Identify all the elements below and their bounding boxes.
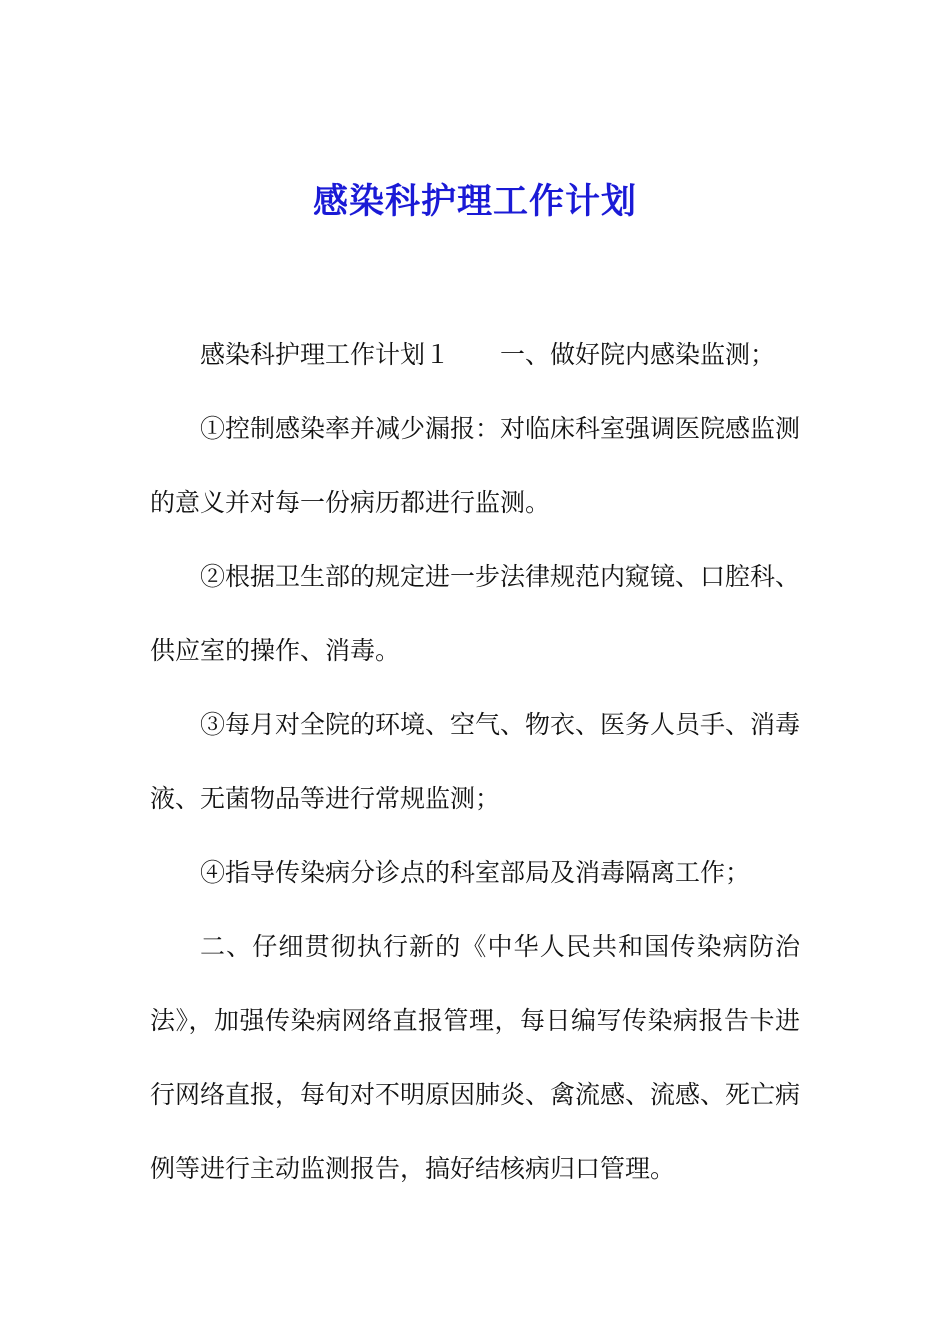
paragraph-2: ①控制感染率并减少漏报：对临床科室强调医院感监测的意义并对每一份病历都进行监测。 — [150, 414, 801, 517]
document-title: 感染科护理工作计划 — [312, 182, 637, 222]
paragraph-1 — [150, 318, 800, 392]
paragraph-1-heading: 感染科护理工作计划１ — [200, 340, 451, 369]
paragraph-3: ②根据卫生部的规定进一步法律规范内窥镜、口腔科、供应室的操作、消毒。 — [150, 562, 801, 665]
paragraph-5: ④指导传染病分诊点的科室部局及消毒隔离工作； — [200, 858, 751, 887]
paragraph-1-text: 一、做好院内感染监测； — [500, 340, 776, 369]
paragraph-4: ③每月对全院的环境、空气、物衣、医务人员手、消毒液、无菌物品等进行常规监测； — [150, 710, 801, 813]
document-body — [150, 318, 800, 1206]
paragraph-6: 二、仔细贯彻执行新的《中华人民共和国传染病防治法》，加强传染病网络直报管理，每日编写传染病报告卡进行网络直报，每旬对不明原因肺炎、禽流感、流感、死亡病例等进行主动监测报告，搞好结核病归口管理。 — [150, 932, 801, 1183]
